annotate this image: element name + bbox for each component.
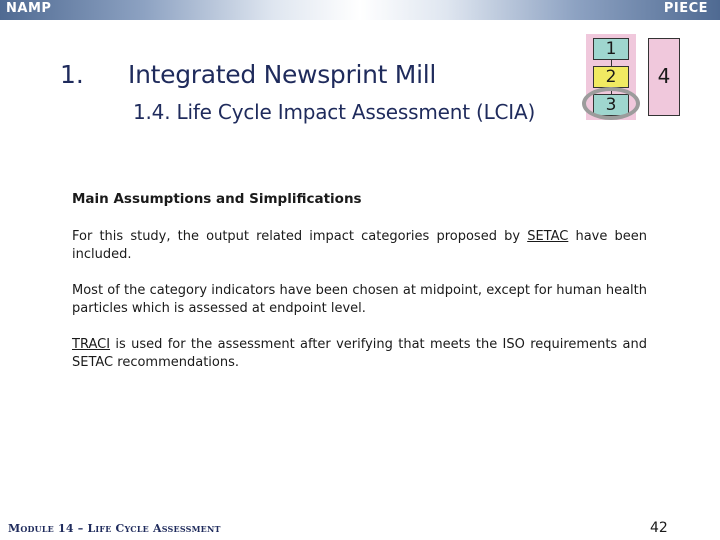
step-3-box: 3	[593, 94, 629, 116]
step-4-box: 4	[648, 38, 680, 116]
paragraph-text: For this study, the output related impact categories proposed by	[72, 229, 528, 244]
step-2-box: 2	[593, 66, 629, 88]
paragraph-indicators: Most of the category indicators have been chosen at midpoint, except for human health particles which is assessed at endpoint level.	[72, 283, 647, 316]
subsection-title: 1.4. Life Cycle Impact Assessment (LCIA)	[133, 100, 536, 124]
section-number: 1.	[60, 60, 84, 89]
section-title: Integrated Newsprint Mill	[128, 60, 437, 89]
paragraph-setac	[72, 228, 647, 264]
paragraph-text: have been included.	[72, 229, 648, 262]
paragraph-text: is used for the assessment after verifying that meets the ISO requirements and SETAC recommendations.	[72, 337, 647, 370]
page-number: 42	[650, 520, 668, 536]
piece-logo: PIECE	[663, 1, 708, 16]
current-step-highlight	[582, 87, 640, 120]
steps-diagram	[576, 32, 688, 144]
footer-module-title: Module 14 – Life Cycle Assessment	[8, 522, 221, 535]
traci-link[interactable]: TRACI	[72, 337, 111, 352]
namp-logo: NAMP	[6, 1, 52, 16]
header-bar	[0, 0, 720, 20]
setac-link[interactable]: SETAC	[527, 229, 569, 244]
paragraph-traci	[72, 336, 647, 372]
content-heading: Main Assumptions and Simplifications	[72, 191, 362, 207]
slide-content	[72, 190, 647, 390]
step-1-box: 1	[593, 38, 629, 60]
